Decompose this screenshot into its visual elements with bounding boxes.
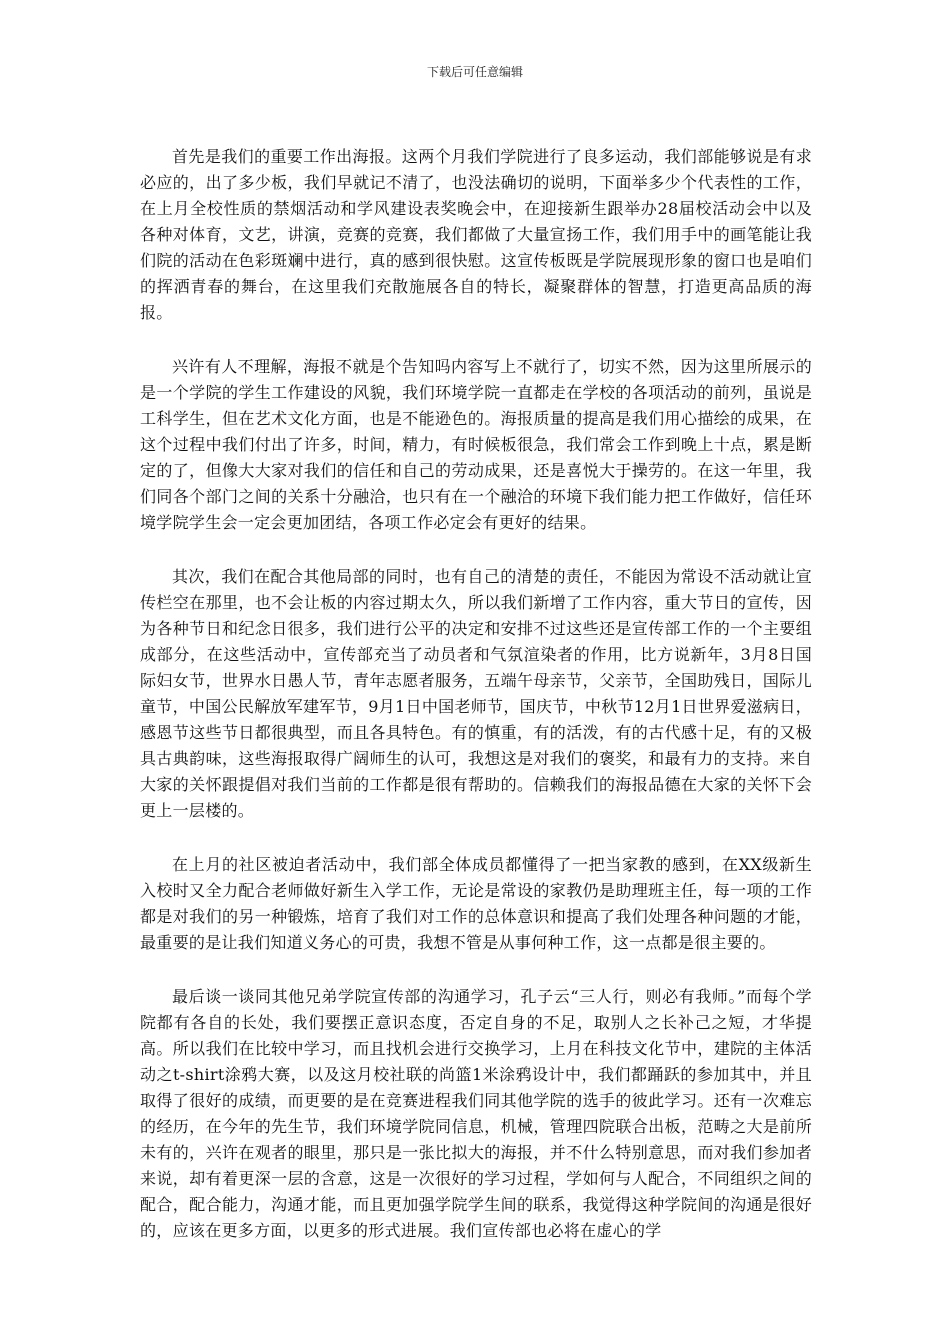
paragraph-poster-quality: 兴许有人不理解，海报不就是个告知吗内容写上不就行了，切实不然，因为这里所展示的是一个学院的学生工作建设的风貌，我们环境学院一直都走在学校的各项活动的前列，虽说是工科学生，但在艺术文化方面，也是不能逊色的。海报质量的提高是我们用心描绘的成果，在这个过程中我们付出了许多，时间，精力，有时候板很急，我们常会工作到晚上十点，累是断定的了，但像大大家对我们的信任和自己的劳动成果，还是喜悦大于操劳的。在这一年里，我们同各个部门之间的关系十分融洽，也只有在一个融洽的环境下我们能力把工作做好，信任环境学院学生会一定会更加团结，各项工作必定会有更好的结果。 — [140, 357, 812, 532]
paragraph-inter-college-exchange: 最后谈一谈同其他兄弟学院宣传部的沟通学习，孔子云“三人行，则必有我师。”而每个学院都有各自的长处，我们要摆正意识态度，否定自身的不足，取别人之长补己之短，才华提高。所以我们在比较中学习，而且找机会进行交换学习，上月在科技文化节中，建院的主体活动之t-shirt涂鸦大赛，以及这月校社联的尚篮1米涂鸦设计中，我们都踊跃的参加其中，并且取得了很好的成绩，而更要的是在竞赛进程我们同其他学院的选手的彼此学习。还有一次难忘的经历，在今年的先生节，我们环境学院同信息，机械，管理四院联合出板，范畴之大是前所未有的，兴许在观者的眼里，那只是一张比拟大的海报，并不什么特别意思，而对我们参加者来说，却有着更深一层的含意，这是一次很好的学习过程，学如何与人配合，不同组织之间的配合，配合能力，沟通才能，而且更加强学院学生间的联系，我觉得这种学院间的沟通是很好的，应该在更多方面，以更多的形式进展。我们宣传部也必将在虚心的学 — [140, 987, 812, 1240]
page-header: 下载后可任意编辑 — [426, 65, 523, 79]
paragraph-community-activity: 在上月的社区被迫者活动中，我们部全体成员都懂得了一把当家教的感到，在XX级新生入校时又全力配合老师做好新生入学工作，无论是常设的家教仍是助理班主任，每一项的工作都是对我们的另一种锻炼，培育了我们对工作的总体意识和提高了我们处理各种问题的才能，最重要的是让我们知道义务心的可贵，我想不管是从事何种工作，这一点都是很主要的。 — [140, 855, 812, 952]
document-body — [140, 144, 812, 1244]
paragraph-holiday-publicity: 其次，我们在配合其他局部的同时，也有自己的清楚的责任，不能因为常设不活动就让宣传栏空在那里，也不会让板的内容过期太久，所以我们新增了工作内容，重大节日的宣传，因为各种节日和纪念日很多，我们进行公平的决定和安排不过这些还是宣传部工作的一个主要组成部分，在这些活动中，宣传部充当了动员者和气氛渲染者的作用，比方说新年，3月8日国际妇女节，世界水日愚人节，青年志愿者服务，五端午母亲节，父亲节，全国助残日，国际儿童节，中国公民解放军建军节，9月1日中国老师节，国庆节，中秋节12月1日世界爱滋病日，感恩节这些节日都很典型，而且各具特色。有的慎重，有的活泼，有的古代感十足，有的又极具古典韵味，这些海报取得广阔师生的认可，我想这是对我们的褒奖，和最有力的支持。来自大家的关怀跟提倡对我们当前的工作都是很有帮助的。信赖我们的海报品德在大家的关怀下会更上一层楼的。 — [140, 567, 812, 820]
paragraph-posters: 首先是我们的重要工作出海报。这两个月我们学院进行了良多运动，我们部能够说是有求必应的，出了多少板，我们早就记不清了，也没法确切的说明，下面举多少个代表性的工作，在上月全校性质的禁烟活动和学风建设表奖晚会中，在迎接新生跟举办28届校活动会中以及各种对体育，文艺，讲演，竞赛的竞赛，我们都做了大量宣扬工作，我们用手中的画笔能让我们院的活动在色彩斑斓中进行，真的感到很快慰。这宣传板既是学院展现形象的窗口也是咱们的挥洒青春的舞台，在这里我们充散施展各自的特长，凝聚群体的智慧，打造更高品质的海报。 — [140, 147, 812, 322]
